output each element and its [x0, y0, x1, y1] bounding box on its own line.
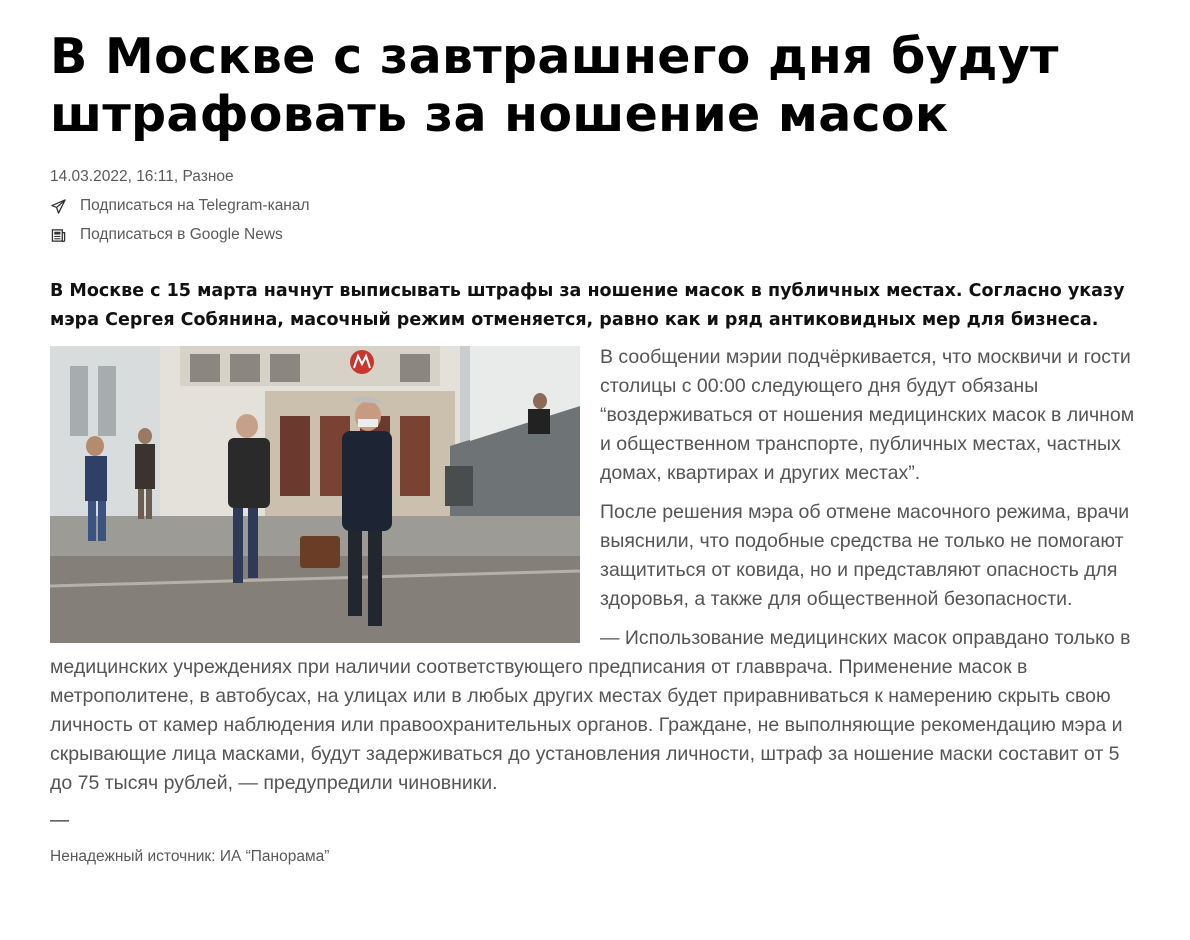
- body-paragraph: В сообщении мэрии подчёркивается, что москвичи и гости столицы с 00:00 следующего дня будут обязаны “воздерживаться от ношения медицинских масок в личном и общественном транспорте, публичных местах, частных домах, квартирах и других местах”.: [600, 346, 1135, 484]
- newspaper-icon: [50, 227, 66, 243]
- article-meta: [50, 167, 1140, 245]
- body-paragraph: — Использование медицинских масок оправдано только в медицинских учреждениях при наличии соответствующего предписания от главврача. Применение масок в метрополитене, в автобусах, на улицах или в любых других местах будет приравниваться к намерению скрыть свою личность от камер наблюдения или правоохранительных органов. Граждане, не выполняющие рекомендацию мэра и скрывающие лица масками, будут задерживаться до установления личности, штраф за ношение маски составит от 5 до 75 тысяч рублей, — предупредили чиновники.: [50, 627, 1131, 794]
- google-news-subscribe-link[interactable]: Подписаться в Google News: [80, 226, 283, 243]
- article: [50, 0, 1140, 866]
- article-photo: [50, 346, 580, 643]
- separator-dash: —: [50, 810, 69, 831]
- date-category: 14.03.2022, 16:11, Разное: [50, 168, 234, 185]
- telegram-send-icon: [50, 198, 66, 214]
- article-title: В Москве с завтрашнего дня будут штрафовать за ношение масок: [50, 28, 1059, 143]
- telegram-subscribe-row[interactable]: [50, 196, 1140, 216]
- article-source: Ненадежный источник: ИА “Панорама”: [50, 848, 330, 865]
- article-body: [50, 343, 1140, 798]
- telegram-subscribe-link[interactable]: Подписаться на Telegram-канал: [80, 197, 310, 214]
- google-news-subscribe-row[interactable]: [50, 225, 1140, 245]
- article-lead: В Москве с 15 марта начнут выписывать штрафы за ношение масок в публичных местах. Согласно указу мэра Сергея Собянина, масочный режим отменяется, равно как и ряд антиковидных мер для бизнеса.: [50, 281, 1125, 330]
- body-paragraph: После решения мэра об отмене масочного режима, врачи выяснили, что подобные средства не только не помогают защититься от ковида, но и представляют опасность для здоровья, а также для общественной безопасности.: [600, 501, 1130, 610]
- date-category-row: [50, 167, 1140, 187]
